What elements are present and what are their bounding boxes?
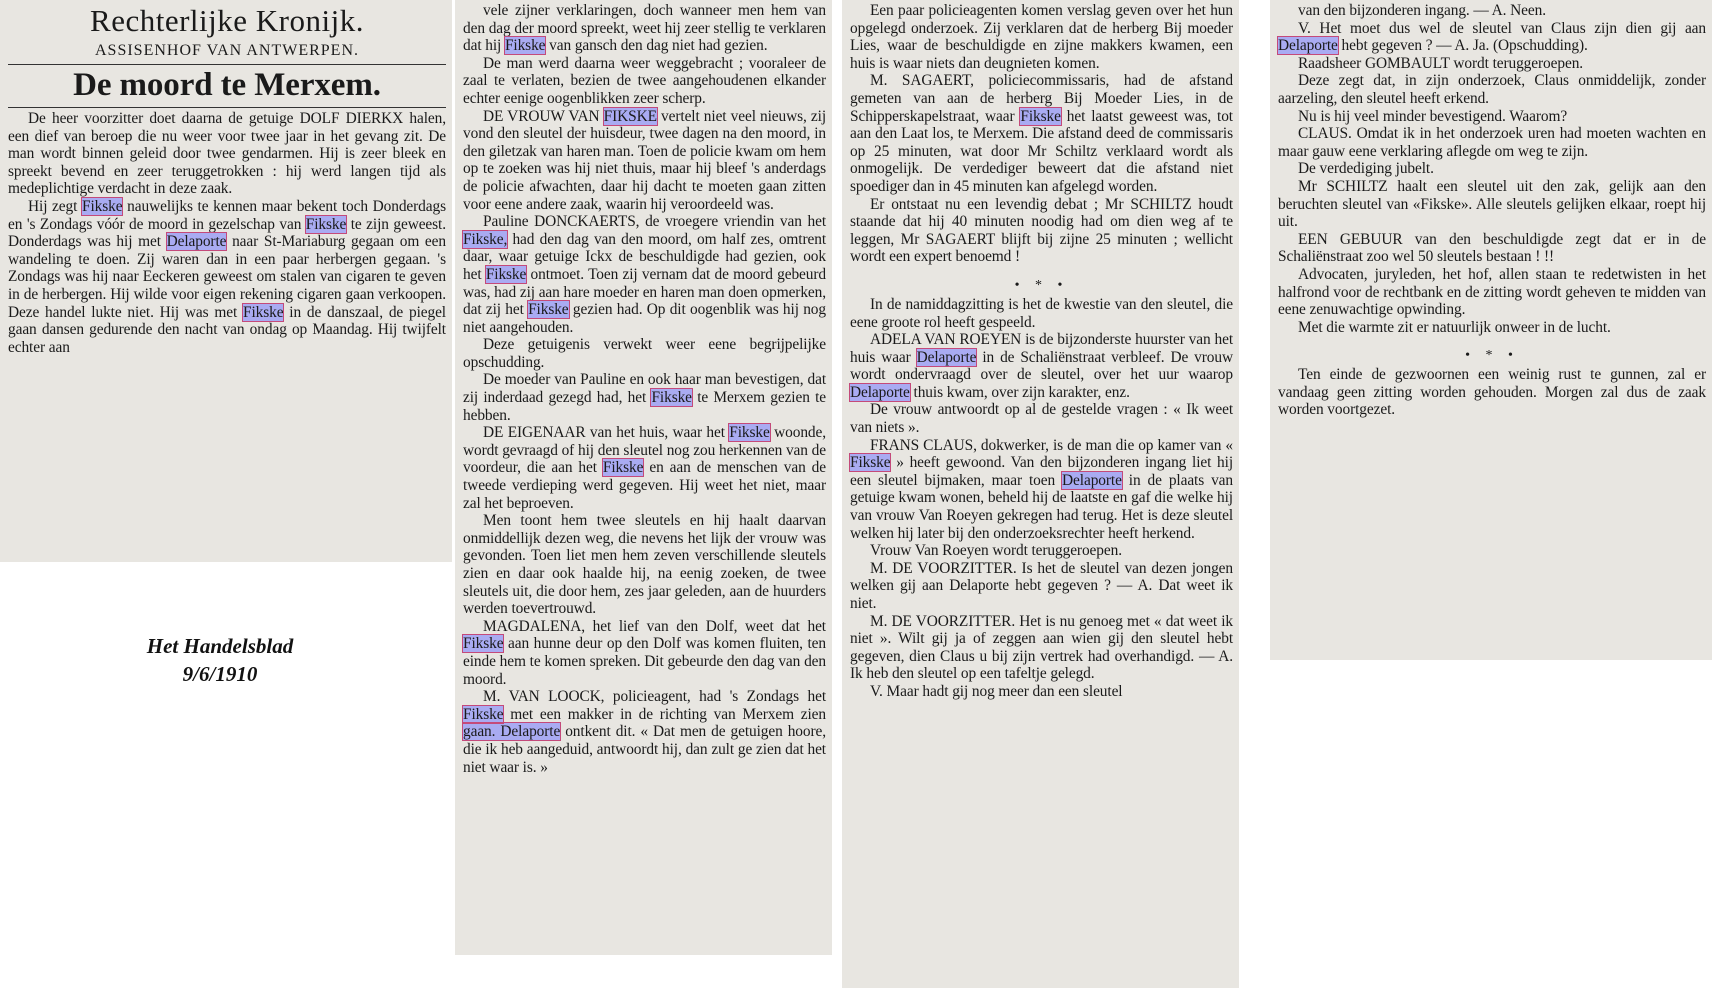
- paragraph-text: hebt gegeven ? — A. Ja. (Opschudding).: [1337, 37, 1588, 55]
- article-paragraph: [1278, 2, 1706, 20]
- article-paragraph: [1278, 55, 1706, 73]
- column-1: [0, 0, 452, 562]
- paragraph-text: CLAUS. Omdat ik in het onderzoek uren had moeten wachten en maar gauw eene verklaring aflegde om weg te zijn.: [1278, 125, 1706, 160]
- article-paragraph: [1278, 231, 1706, 266]
- paragraph-text: M. VAN LOOCK, policieagent, had 's Zondags het: [483, 688, 826, 706]
- paragraph-text: gezien had. Op dit oogenblik was hij nog niet aangehouden.: [463, 301, 826, 336]
- article-paragraph: [463, 371, 826, 424]
- article-paragraph: [1278, 125, 1706, 160]
- paragraph-text: De verdediging jubelt.: [1298, 160, 1434, 178]
- column-2-body: [463, 2, 826, 776]
- highlighted-name: Fikske: [242, 303, 284, 321]
- article-paragraph: [463, 512, 826, 618]
- highlighted-name: Fikske: [602, 459, 644, 477]
- article-paragraph: [1278, 20, 1706, 55]
- article-paragraph: [8, 110, 446, 198]
- section-separator: • * •: [1465, 348, 1519, 364]
- masthead: [8, 2, 446, 108]
- paragraph-text: had den dag van den moord, om half zes, omtrent daar, waar getuige Ickx de beschuldigde had gezien, ook het: [463, 230, 826, 283]
- paragraph-text: Hij zegt: [28, 197, 82, 215]
- caption-date: 9/6/1910: [182, 662, 258, 686]
- highlighted-name: Delaporte: [166, 233, 227, 251]
- article-paragraph: [463, 2, 826, 55]
- paragraph-text: DE VROUW VAN: [483, 107, 604, 125]
- article-paragraph: [463, 618, 826, 688]
- article-paragraph: [463, 108, 826, 214]
- paragraph-text: Pauline DONCKAERTS, de vroegere vriendin van het: [483, 213, 826, 231]
- caption-publication: Het Handelsblad: [146, 634, 294, 658]
- article-paragraph: [850, 296, 1233, 331]
- highlighted-name: Fikske: [485, 265, 527, 283]
- highlighted-name: Fikske: [1020, 107, 1061, 125]
- column-4: [1270, 0, 1712, 660]
- paragraph-text: De heer voorzitter doet daarna de getuige DOLF DIERKX halen, een dief van beroep die nu weer voor twee jaar in het gevang zit. De man wordt binnen geleid door twee gendarmen. Hij is zeer bleek en spreekt bevend en zeer teruggetrokken : hij werd langen tijd als medeplichtige verdacht in deze zaak.: [8, 110, 446, 198]
- masthead-title: Rechterlijke Kronijk.: [90, 3, 364, 38]
- highlighted-name: Fikske,: [463, 230, 508, 248]
- paragraph-text: DE EIGENAAR van het huis, waar het: [483, 424, 730, 442]
- paragraph-text: ADELA VAN ROEYEN is de bijzonderste huurster van het huis waar: [850, 331, 1233, 366]
- paragraph-text: EEN GEBUUR van den beschuldigde zegt dat er in de Schaliënstraat zoo wel 50 sleutels bestaan ! !!: [1278, 230, 1706, 266]
- paragraph-text: het laatst geweest was, tot aan den Laat los, te Merxem. Die afstand deed de commissaris op 25 minuten, wat door Mr Schiltz verklaard wordt als onmogelijk. De verdediger beweert dat die afstand niet spoediger dan in 45 minuten kan afgelegd worden.: [850, 107, 1233, 195]
- paragraph-text: vertelt niet veel nieuws, zij vond den sleutel der huisdeur, twee dagen na den moord, in den giletzak van haren man. Toen de policie kwam om hem op te zoeken was hij niet thuis, maar hij bleef 's anderdags de policie afwachten, daar hij dacht te moeten gaan zitten voor eene andere zaak, waarin hij veroordeeld was.: [463, 107, 826, 213]
- article-paragraph: [1278, 160, 1706, 178]
- highlighted-name: Fikske: [82, 197, 123, 215]
- paragraph-text: De vrouw antwoordt op al de gestelde vragen : « Ik weet van niets ».: [850, 401, 1233, 437]
- highlighted-name: FIKSKE: [603, 107, 657, 125]
- paragraph-text: Deze zegt dat, in zijn onderzoek, Claus onmiddelijk, zonder aarzeling, den sleutel heeft erkend.: [1278, 72, 1706, 107]
- article-paragraph: [850, 72, 1233, 195]
- paragraph-text: van gansch den dag niet had gezien.: [545, 37, 768, 55]
- article-paragraph: [463, 55, 826, 108]
- paragraph-text: » heeft gewoond. Van den bijzonderen ingang liet hij een sleutel bijmaken, maar toen: [850, 454, 1233, 489]
- section-separator: • * •: [1014, 277, 1069, 293]
- article-paragraph: [850, 613, 1233, 683]
- paragraph-text: in de Schaliënstraat verbleef. De vrouw wordt ondervraagd over de sleutel, over het uur waarop: [850, 348, 1233, 384]
- paragraph-text: te Merxem gezien te hebben.: [463, 389, 826, 424]
- highlighted-name: Delaporte: [850, 383, 910, 401]
- article-paragraph: [463, 213, 826, 336]
- paragraph-text: Ten einde de gezwoornen een weinig rust te gunnen, zal er vandaag geen zitting worden gehouden. Morgen zal dus de zaak worden voortgezet.: [1278, 366, 1706, 419]
- column-3-body: [850, 2, 1233, 701]
- paragraph-text: Advocaten, juryleden, het hof, allen staan te redetwisten in het halfrond voor de rechtbank en de zitting wordt geheven te midden van eene zenuwachtige opwinding.: [1278, 265, 1706, 319]
- paragraph-text: van den bijzonderen ingang. — A. Neen.: [1298, 2, 1546, 19]
- paragraph-text: en aan de menschen van de tweede verdieping werd gegeven. Hij weet het niet, maar zal het beproeven.: [463, 459, 826, 512]
- article-paragraph: [463, 424, 826, 512]
- highlighted-name: Delaporte: [1278, 37, 1338, 55]
- article-paragraph: [850, 542, 1233, 560]
- article-paragraph: [850, 2, 1233, 72]
- paragraph-text: In de namiddagzitting is het de kwestie van den sleutel, die eene groote rol heeft gespeeld.: [850, 295, 1233, 331]
- article-paragraph: [1278, 108, 1706, 126]
- highlighted-name: Fikske: [463, 635, 504, 653]
- highlighted-name: Fikske: [463, 705, 504, 723]
- paragraph-text: M. DE VOORZITTER. Het is nu genoeg met « dat weet ik niet ». Wilt gij ja of zeggen aan wien gij den sleutel hebt gegeven, dien Claus u bij zijn vertrek had overhandigd. — A. Ik heb den sleutel op een tafeltje gelegd.: [850, 612, 1233, 683]
- paragraph-text: naar St-Mariaburg gegaan om een wandeling te doen. Zij waren dan in een paar herbergen gegaan. 's Zondags was hij naar Eeckeren geweest om stalen van cigaren te geven in de herbergen. Hij wilde voor eigen rekening cigaren gaan verkoopen. Deze handel lukte niet. Hij was met: [8, 233, 446, 321]
- paragraph-text: nauwelijks te kennen maar bekent toch Donderdags en 's Zondags vóór de moord in gezelschap van: [8, 197, 446, 233]
- paragraph-text: ontmoet. Toen zij vernam dat de moord gebeurd was, had zij aan hare moeder en haren man doen opmerken, dat zij het: [463, 265, 826, 319]
- paragraph-text: Er ontstaat nu een levendig debat ; Mr SCHILTZ houdt staande dat hij 40 minuten noodig had om dien weg af te leggen, Mr SAGAERT blijft bij zijne 25 minuten ; wellicht wordt een expert benoemd !: [850, 195, 1233, 266]
- article-headline: De moord te Merxem.: [8, 64, 446, 105]
- paragraph-text: vele zijner verklaringen, doch wanneer men hem van den dag der moord spreekt, weet hij zeer stellig te verklaren dat hij: [463, 2, 826, 55]
- paragraph-text: M. SAGAERT, policiecommissaris, had de afstand gemeten van aan de herberg Bij Moeder Lies, in de Schipperskapelstraat, waar: [850, 72, 1233, 125]
- column-3: [842, 0, 1239, 988]
- paragraph-text: FRANS CLAUS, dokwerker, is de man die op kamer van «: [870, 436, 1233, 454]
- paragraph-text: M. DE VOORZITTER. Is het de sleutel van dezen jongen welken gij aan Delaporte hebt gegeven ? — A. Dat weet ik niet.: [850, 559, 1233, 612]
- paragraph-text: MAGDALENA, het lief van den Dolf, weet dat het: [483, 617, 826, 635]
- paragraph-text: Men toont hem twee sleutels en hij haalt daarvan onmiddellijk dezen weg, die nevens het lijk der vrouw was gevonden. Toen liet men hem zeven verschillende sleutels zien en daar ook haalde hij, na eenig zoeken, de twee sleutels uit, die door hem, zes jaar geleden, aan de huurders werden toevertrouwd.: [463, 512, 826, 618]
- column-1-body: [8, 110, 446, 356]
- article-paragraph: [1278, 366, 1706, 419]
- article-paragraph: [850, 683, 1233, 701]
- column-2: [455, 0, 832, 955]
- source-caption: [95, 632, 345, 688]
- masthead-subtitle: ASSISENHOF VAN ANTWERPEN.: [95, 42, 359, 59]
- column-4-body: [1278, 2, 1706, 419]
- article-paragraph: [8, 198, 446, 356]
- paragraph-text: aan hunne deur op den Dolf was komen fluiten, ten einde hem te komen spreken. Dit gebeurde den dag van den moord.: [463, 635, 826, 688]
- paragraph-text: thuis kwam, over zijn karakter, enz.: [909, 383, 1130, 401]
- paragraph-text: De man werd daarna weer weggebracht ; vooraleer de zaal te verlaten, bezien de twee aangehoudenen elkander echter eenige oogenblikken zeer scherp.: [463, 54, 826, 107]
- paragraph-text: Raadsheer GOMBAULT wordt teruggeroepen.: [1298, 54, 1584, 72]
- highlighted-name: Fikske: [850, 454, 891, 472]
- paragraph-text: in de danszaal, de piegel gaan dansen gedurende den nacht van ondag op Maandag. Hij twijfelt echter aan: [8, 303, 446, 356]
- highlighted-name: Fikske: [305, 215, 347, 233]
- paragraph-text: V. Maar hadt gij nog meer dan een sleutel: [870, 682, 1123, 700]
- article-paragraph: [1278, 266, 1706, 319]
- article-paragraph: [850, 560, 1233, 613]
- article-paragraph: [463, 688, 826, 776]
- paragraph-text: Een paar policieagenten komen verslag geven over het hun opgelegd onderzoek. Zij verklaren dat de herberg Bij moeder Lies, waar de beschuldigde en zijne makkers kwamen, een huis is waar niets dan deugnieten komen.: [850, 2, 1233, 72]
- highlighted-name: Fikske: [651, 389, 692, 407]
- article-paragraph: [463, 336, 826, 371]
- highlighted-name: Fikske: [528, 301, 569, 319]
- article-paragraph: [1278, 72, 1706, 107]
- article-paragraph: [850, 437, 1233, 543]
- highlighted-name: Fikske: [504, 37, 546, 55]
- paragraph-text: Deze getuigenis verwekt weer eene begrijpelijke opschudding.: [463, 336, 826, 371]
- paragraph-text: in de plaats van getuige kwam wonen, beheld hij de laatste en gaf die welke hij van vrouw Van Roeyen gekregen had terug. Het is deze sleutel welken hij later bij den onderzoeksrechter heeft herkend.: [850, 471, 1234, 542]
- paragraph-text: met een makker in de richting van Merxem zien: [503, 705, 826, 723]
- paragraph-text: te zijn geweest. Donderdags was hij met: [8, 215, 446, 251]
- paragraph-text: woonde, wordt gevraagd of hij den sleutel nog zou herkennen van de voordeur, die aan het: [463, 424, 826, 477]
- paragraph-text: V. Het moet dus wel de sleutel van Claus zijn dien gij aan: [1298, 19, 1706, 37]
- article-paragraph: [1278, 178, 1706, 231]
- article-paragraph: [850, 196, 1233, 266]
- paragraph-text: Nu is hij veel minder bevestigend. Waarom?: [1298, 107, 1568, 125]
- highlighted-name: Fikske: [729, 424, 770, 442]
- article-paragraph: [850, 401, 1233, 436]
- highlighted-name: Delaporte: [1062, 471, 1122, 489]
- highlighted-name: Delaporte: [916, 348, 977, 366]
- paragraph-text: ontkent dit. « Dat men de getuigen hoore, die ik heb aangeduid, antwoordt hij, dan zult ge zien dat het niet waar is. »: [463, 723, 826, 776]
- paragraph-text: Met die warmte zit er natuurlijk onweer in de lucht.: [1298, 318, 1611, 336]
- article-paragraph: [1278, 319, 1706, 337]
- highlighted-name: gaan. Delaporte: [463, 723, 561, 741]
- article-paragraph: [850, 331, 1233, 401]
- paragraph-text: Mr SCHILTZ haalt een sleutel uit den zak, gelijk aan den beruchten sleutel van «Fikske». Alle sleutels gelijken elkaar, roept hij uit.: [1278, 177, 1706, 231]
- paragraph-text: Vrouw Van Roeyen wordt teruggeroepen.: [870, 542, 1122, 560]
- paragraph-text: De moeder van Pauline en ook haar man bevestigen, dat zij inderdaad gezegd had, het: [463, 371, 826, 407]
